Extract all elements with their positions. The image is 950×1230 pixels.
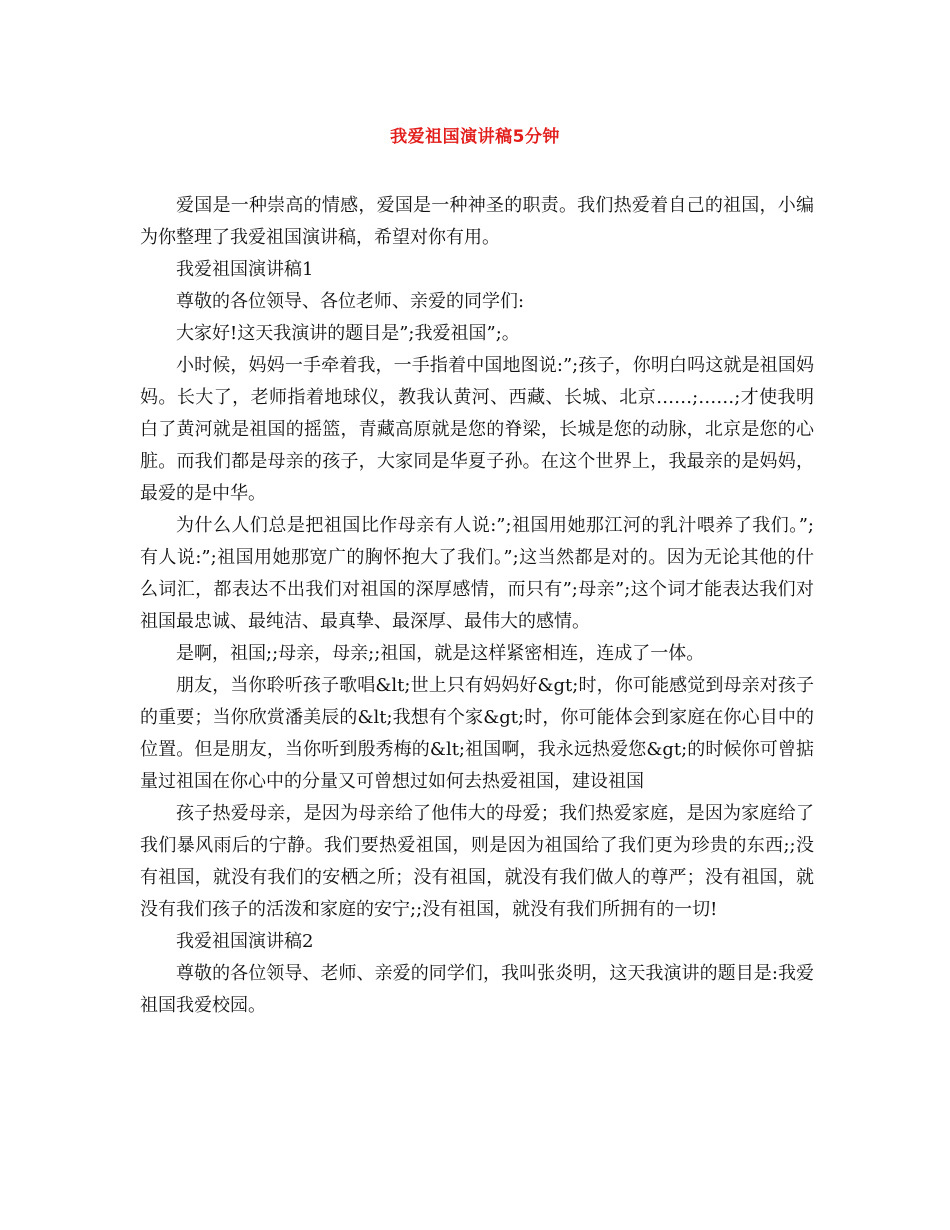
paragraph-love: 孩子热爱母亲，是因为母亲给了他伟大的母爱；我们热爱家庭，是因为家庭给了我们暴风雨后的宁静。我们要热爱祖国，则是因为祖国给了我们更为珍贵的东西;;没有祖国，就没有我们的安栖之所；没有祖国，就没有我们做人的尊严；没有祖国，就没有我们孩子的活泼和家庭的安宁;;没有祖国，就没有我们所拥有的一切! xyxy=(140,803,814,920)
document-title: 我爱祖国演讲稿5分钟 xyxy=(390,127,560,147)
document-body xyxy=(140,190,814,1022)
paragraph-childhood: 小时候，妈妈一手牵着我，一手指着中国地图说:”;孩子，你明白吗这就是祖国妈妈。长大了，老师指着地球仪，教我认黄河、西藏、长城、北京……;……;才使我明白了黄河就是祖国的摇篮，青藏高原就是您的脊梁，长城是您的动脉，北京是您的心脏。而我们都是母亲的孩子，大家同是华夏子孙。在这个世界上，我最亲的是妈妈，最爱的是中华。 xyxy=(140,355,814,504)
paragraph-greeting: 大家好!这天我演讲的题目是”;我爱祖国”;。 xyxy=(176,323,520,344)
paragraph-motherland-mother: 为什么人们总是把祖国比作母亲有人说:”;祖国用她那江河的乳汁喂养了我们。”;有人说:”;祖国用她那宽广的胸怀抱大了我们。”;这当然都是对的。因为无论其他的什么词汇，都表达不出我们对祖国的深厚感情，而只有”;母亲”;这个词才能表达我们对祖国最忠诚、最纯洁、最真挚、最深厚、最伟大的感情。 xyxy=(140,515,814,632)
paragraph-salutation: 尊敬的各位领导、各位老师、亲爱的同学们: xyxy=(176,291,525,312)
paragraph-intro: 爱国是一种崇高的情感，爱国是一种神圣的职责。我们热爱着自己的祖国，小编为你整理了我爱祖国演讲稿，希望对你有用。 xyxy=(140,195,814,248)
paragraph-songs: 朋友，当你聆听孩子歌唱&lt;世上只有妈妈好&gt;时，你可能感觉到母亲对孩子的重要；当你欣赏潘美辰的&lt;我想有个家&gt;时，你可能体会到家庭在你心目中的位置。但是朋友，当你听到殷秀梅的&lt;祖国啊，我永远热爱您&gt;的时候你可曾掂量过祖国在你心中的分量又可曾想过如何去热爱祖国，建设祖国 xyxy=(140,675,814,792)
paragraph-connected: 是啊，祖国;;母亲，母亲;;祖国，就是这样紧密相连，连成了一体。 xyxy=(176,643,705,664)
paragraph-speech-2-opening: 尊敬的各位领导、老师、亲爱的同学们，我叫张炎明，这天我演讲的题目是:我爱祖国我爱校园。 xyxy=(140,963,814,1016)
section-heading-speech-1: 我爱祖国演讲稿1 xyxy=(176,259,314,280)
section-heading-speech-2: 我爱祖国演讲稿2 xyxy=(176,931,314,952)
